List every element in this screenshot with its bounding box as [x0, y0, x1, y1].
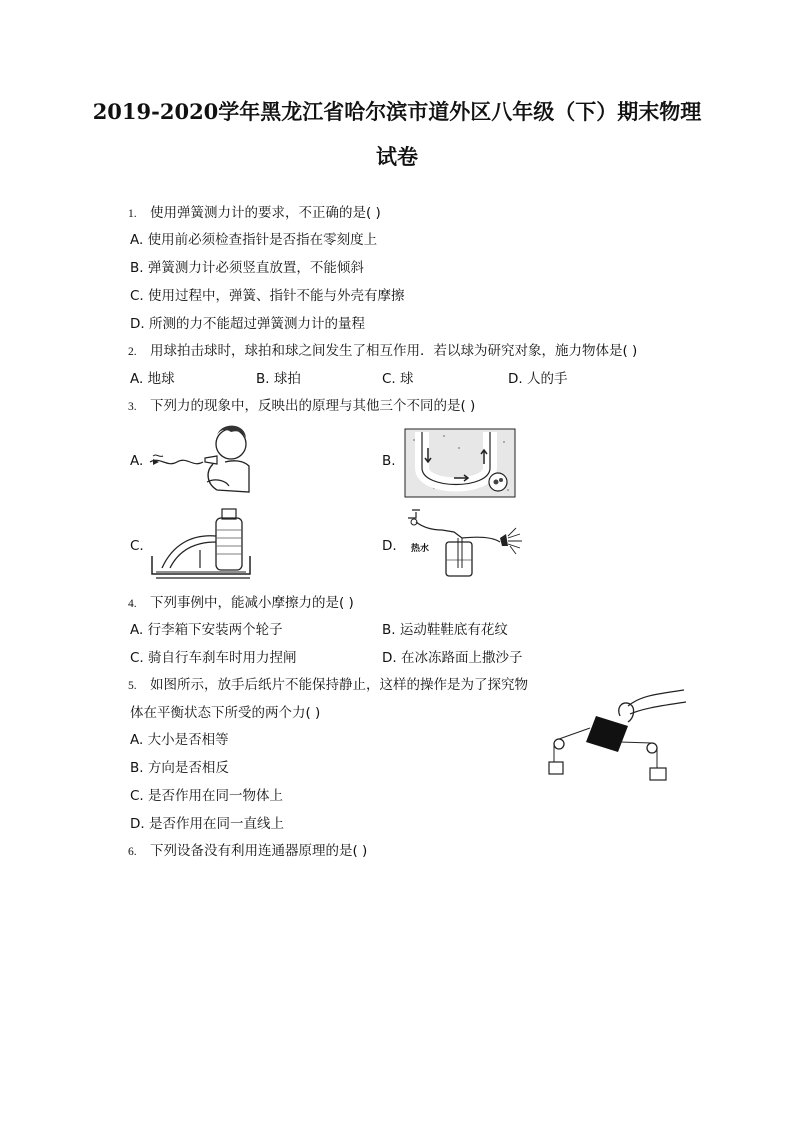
question-stem-line-1: 如图所示，放手后纸片不能保持静止，这样的操作是为了探究物	[150, 677, 528, 693]
q4-option-d: D. 在冰冻路面上撒沙子	[382, 650, 523, 666]
question-3	[128, 397, 475, 416]
q3-figure-b-pipe-diagram	[404, 428, 516, 498]
question-1	[128, 204, 381, 223]
question-number: 3.	[128, 401, 137, 413]
q3-option-c-label: C.	[130, 538, 144, 554]
q3-option-d-label: D.	[382, 538, 397, 554]
question-2	[128, 342, 637, 361]
q4-option-a: A. 行李箱下安装两个轮子	[130, 622, 283, 638]
question-6	[128, 842, 367, 861]
q4-option-b: B. 运动鞋鞋底有花纹	[382, 622, 508, 638]
q4-option-c: C. 骑自行车刹车时用力捏闸	[130, 650, 297, 666]
question-number: 2.	[128, 346, 137, 358]
question-number: 4.	[128, 598, 137, 610]
q2-option-b: B. 球拍	[256, 371, 301, 387]
question-number: 5.	[128, 680, 137, 692]
q3-figure-a-boy-blowing	[145, 420, 255, 498]
question-stem: 下列设备没有利用连通器原理的是( )	[150, 843, 368, 859]
question-stem: 下列事例中，能减小摩擦力的是( )	[150, 595, 354, 611]
question-number: 1.	[128, 208, 137, 220]
q3-option-b-label: B.	[382, 453, 396, 469]
q5-option-a: A. 大小是否相等	[130, 732, 229, 748]
q2-option-c: C. 球	[382, 371, 414, 387]
q3-figure-c-bottle-tray	[150, 506, 256, 584]
question-stem: 用球拍击球时，球拍和球之间发生了相互作用．若以球为研究对象，施力物体是( )	[150, 343, 638, 359]
question-stem-line-2: 体在平衡状态下所受的两个力( )	[130, 705, 321, 721]
q3-option-a-label: A.	[130, 453, 144, 469]
q1-option-b: B. 弹簧测力计必须竖直放置，不能倾斜	[130, 260, 364, 276]
question-number: 6.	[128, 846, 137, 858]
hot-water-label: 热水	[411, 544, 430, 554]
question-stem: 使用弹簧测力计的要求，不正确的是( )	[150, 205, 381, 221]
q5-option-c: C. 是否作用在同一物体上	[130, 788, 284, 804]
q1-option-d: D. 所测的力不能超过弹簧测力计的量程	[130, 316, 365, 332]
q2-option-d: D. 人的手	[508, 371, 568, 387]
q2-option-a: A. 地球	[130, 371, 175, 387]
paper-title-line-2: 试卷	[376, 144, 418, 169]
q5-option-d: D. 是否作用在同一直线上	[130, 816, 284, 832]
question-stem: 下列力的现象中，反映出的原理与其他三个不同的是( )	[150, 398, 476, 414]
question-5	[128, 676, 528, 695]
question-4	[128, 594, 354, 613]
q1-option-a: A. 使用前必须检查指针是否指在零刻度上	[130, 232, 378, 248]
q1-option-c: C. 使用过程中，弹簧、指针不能与外壳有摩擦	[130, 288, 405, 304]
q5-figure-card-pulley-experiment	[544, 686, 690, 782]
paper-title-line-1: 2019-2020学年黑龙江省哈尔滨市道外区八年级（下）期末物理	[92, 99, 702, 124]
q5-option-b: B. 方向是否相反	[130, 760, 229, 776]
